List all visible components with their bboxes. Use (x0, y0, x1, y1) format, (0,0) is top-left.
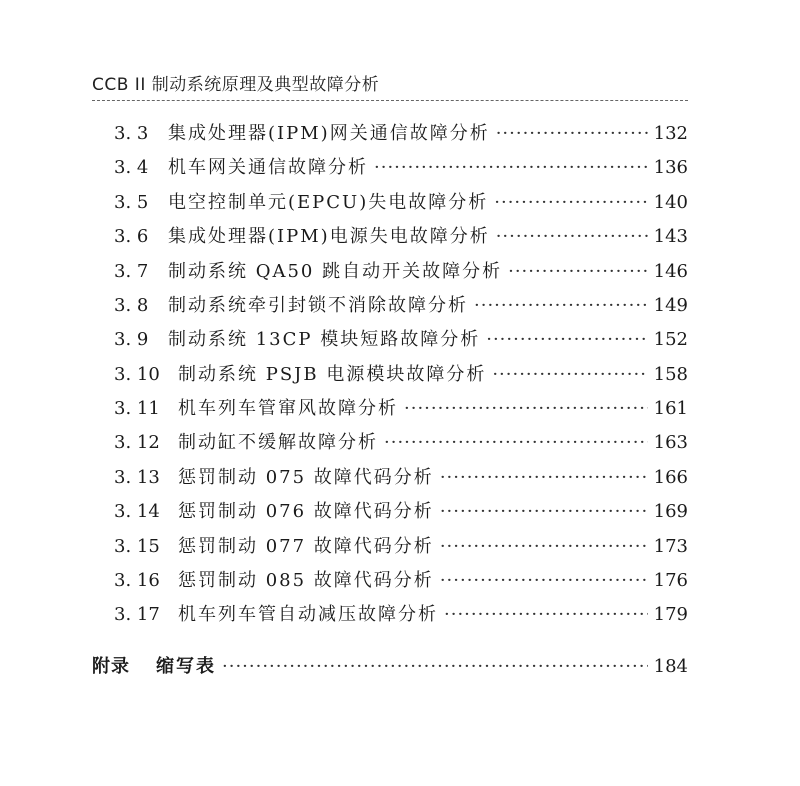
toc-entry[interactable] (114, 259, 688, 285)
toc-entry-number: 3. 13 (114, 467, 160, 488)
toc-entry-page: 161 (653, 398, 688, 419)
toc-entry-title: 制动缸不缓解故障分析 (178, 432, 378, 453)
toc-entry-number: 3. 4 (114, 157, 149, 178)
toc-dot-leader (222, 654, 648, 680)
appendix-title: 缩写表 (156, 656, 216, 677)
toc-dot-leader (508, 259, 648, 285)
toc-entry-title: 集成处理器(IPM)网关通信故障分析 (168, 123, 490, 144)
toc-dot-leader (492, 362, 647, 388)
toc-entry-title: 机车列车管窜风故障分析 (178, 398, 398, 419)
toc-entry-number: 3. 9 (114, 329, 149, 350)
toc-entry[interactable] (114, 121, 688, 147)
toc-dot-leader (440, 499, 648, 525)
toc-entry-page: 149 (653, 295, 688, 316)
toc-entry[interactable] (114, 190, 688, 216)
toc-entry-number: 3. 5 (114, 192, 149, 213)
toc-entry-page: 158 (653, 364, 688, 385)
toc-entry-title: 惩罚制动 076 故障代码分析 (178, 501, 434, 522)
toc-entry-title: 制动系统 PSJB 电源模块故障分析 (178, 364, 487, 385)
toc-dot-leader (486, 327, 647, 353)
toc-entry-title: 惩罚制动 075 故障代码分析 (178, 467, 434, 488)
toc-entry[interactable] (114, 155, 688, 181)
toc-entry-number: 3. 3 (114, 123, 149, 144)
toc-entry-page: 169 (653, 501, 688, 522)
appendix-label: 附录 (92, 656, 130, 677)
toc-entry-page: 140 (653, 192, 688, 213)
toc-entry-page: 179 (653, 604, 688, 625)
toc-entry-page: 143 (653, 226, 688, 247)
toc-entry[interactable] (114, 465, 688, 491)
toc-appendix-entry[interactable] (92, 654, 688, 680)
toc-entry-page: 146 (653, 261, 688, 282)
toc-entry-title: 机车网关通信故障分析 (168, 157, 368, 178)
toc-entry[interactable] (114, 224, 688, 250)
toc-entry[interactable] (114, 568, 688, 594)
toc-entry-number: 3. 10 (114, 364, 160, 385)
toc-entry-title: 电空控制单元(EPCU)失电故障分析 (168, 192, 489, 213)
toc-entry[interactable] (114, 499, 688, 525)
toc-entry-number: 3. 16 (114, 570, 160, 591)
appendix-page: 184 (653, 656, 688, 677)
toc-dot-leader (404, 396, 648, 422)
toc-entry[interactable] (114, 430, 688, 456)
toc-dot-leader (496, 121, 648, 147)
toc-entry-title: 惩罚制动 077 故障代码分析 (178, 536, 434, 557)
toc-entry-page: 136 (653, 157, 688, 178)
toc-entry-page: 152 (653, 329, 688, 350)
toc-entry-title: 制动系统 13CP 模块短路故障分析 (168, 329, 481, 350)
toc-entry-page: 176 (653, 570, 688, 591)
toc-entry-title: 惩罚制动 085 故障代码分析 (178, 570, 434, 591)
running-header-title: CCB II 制动系统原理及典型故障分析 (92, 75, 380, 95)
toc-dot-leader (474, 293, 648, 319)
toc-entry[interactable] (114, 293, 688, 319)
toc-entry[interactable] (114, 534, 688, 560)
toc-entry-number: 3. 11 (114, 398, 160, 419)
toc-dot-leader (440, 568, 648, 594)
toc-entry-title: 制动系统 QA50 跳自动开关故障分析 (168, 261, 503, 282)
toc-entry[interactable] (114, 327, 688, 353)
toc-entry-title: 制动系统牵引封锁不消除故障分析 (168, 295, 468, 316)
toc-dot-leader (444, 602, 648, 628)
toc-entry[interactable] (114, 396, 688, 422)
toc-dot-leader (496, 224, 648, 250)
toc-entry-page: 132 (653, 123, 688, 144)
toc-dot-leader (374, 155, 648, 181)
toc-entry-title: 集成处理器(IPM)电源失电故障分析 (168, 226, 490, 247)
toc-dot-leader (494, 190, 647, 216)
toc-entry-number: 3. 8 (114, 295, 149, 316)
toc-dot-leader (384, 430, 648, 456)
toc-entry-number: 3. 12 (114, 432, 160, 453)
toc-entry-number: 3. 6 (114, 226, 149, 247)
toc-entry-number: 3. 14 (114, 501, 160, 522)
toc-entry-page: 173 (653, 536, 688, 557)
toc-dot-leader (440, 534, 648, 560)
toc-entry-page: 166 (653, 467, 688, 488)
toc-entry-number: 3. 17 (114, 604, 160, 625)
toc-entry[interactable] (114, 602, 688, 628)
toc-entry-title: 机车列车管自动减压故障分析 (178, 604, 438, 625)
toc-entry-number: 3. 7 (114, 261, 149, 282)
toc-entry-number: 3. 15 (114, 536, 160, 557)
toc-entry[interactable] (114, 362, 688, 388)
toc-entry-page: 163 (653, 432, 688, 453)
toc-dot-leader (440, 465, 648, 491)
